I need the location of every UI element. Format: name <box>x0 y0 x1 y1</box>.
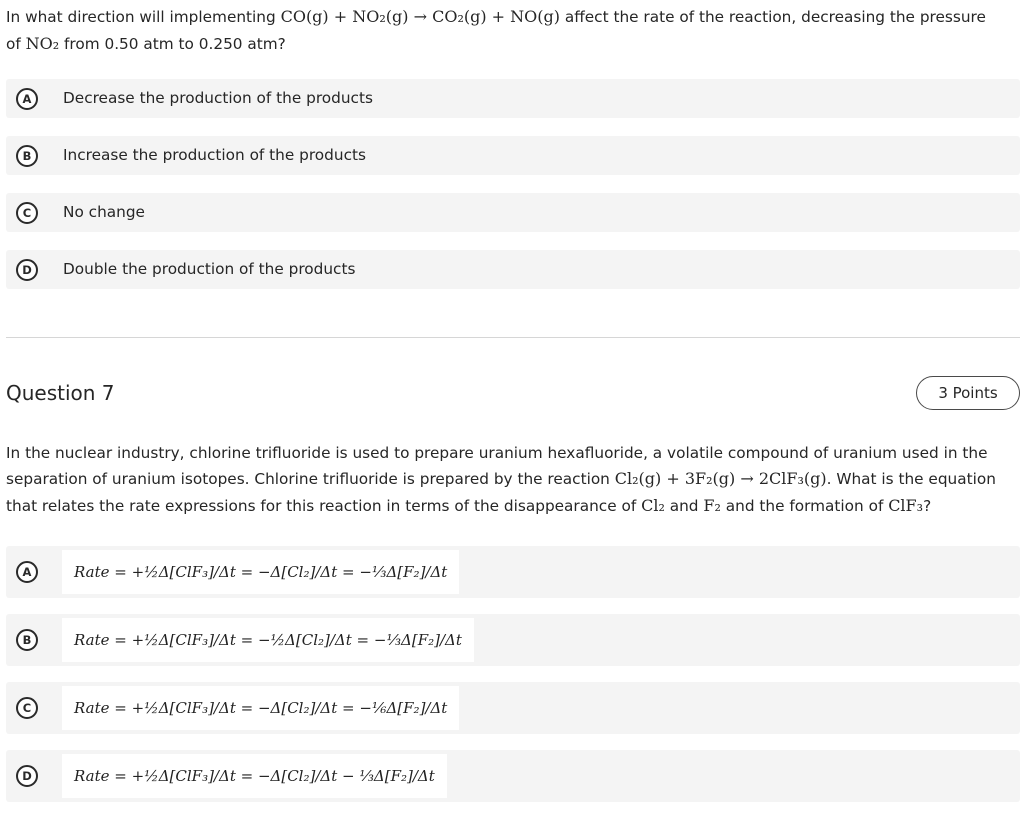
option-label: Double the production of the products <box>63 260 356 278</box>
question-text-segment: . What is the equation <box>826 470 996 488</box>
option-label: Increase the production of the products <box>63 146 366 164</box>
equation-box <box>62 754 447 798</box>
option-letter-badge: A <box>16 88 38 110</box>
question-text-segment: from 0.50 atm to 0.250 atm? <box>59 35 286 53</box>
question-6-text-line2 <box>6 31 1016 57</box>
species-formula: Cl₂ <box>641 496 665 515</box>
option-label: No change <box>63 203 145 221</box>
points-badge: 3 Points <box>916 376 1020 410</box>
question-text-segment: separation of uranium isotopes. Chlorine trifluoride is prepared by the reaction <box>6 470 615 488</box>
question-text-segment: and <box>664 497 704 515</box>
rate-equation: Rate = +½Δ[ClF₃]/Δt = −½Δ[Cl₂]/Δt = −⅓Δ[F₂]/Δt <box>74 631 462 649</box>
option-c[interactable] <box>6 682 1020 734</box>
option-letter-badge: C <box>16 202 38 224</box>
rate-equation: Rate = +½Δ[ClF₃]/Δt = −Δ[Cl₂]/Δt = −⅙Δ[F₂]/Δt <box>74 699 448 717</box>
species-formula: ClF₃ <box>888 496 924 515</box>
option-letter-badge: A <box>16 561 38 583</box>
option-c[interactable] <box>6 193 1020 232</box>
option-b[interactable] <box>6 614 1020 666</box>
species-formula: NO₂ <box>25 34 60 53</box>
option-a[interactable] <box>6 546 1020 598</box>
option-a[interactable] <box>6 79 1020 118</box>
question-text-segment: affect the rate of the reaction, decreasing the pressure <box>560 8 986 26</box>
option-letter-badge: B <box>16 145 38 167</box>
question-text-segment: In what direction will implementing <box>6 8 281 26</box>
rate-equation: Rate = +½Δ[ClF₃]/Δt = −Δ[Cl₂]/Δt = −⅓Δ[F₂]/Δt <box>74 563 448 581</box>
option-b[interactable] <box>6 136 1020 175</box>
option-letter-badge: B <box>16 629 38 651</box>
option-letter-badge: D <box>16 259 38 281</box>
option-letter-badge: C <box>16 697 38 719</box>
question-7-text-line2 <box>6 466 1016 492</box>
rate-equation: Rate = +½Δ[ClF₃]/Δt = −Δ[Cl₂]/Δt − ⅓Δ[F₂]/Δt <box>74 767 435 785</box>
question-7-text-line1: In the nuclear industry, chlorine trifluoride is used to prepare uranium hexafluoride, a volatile compound of uranium used in the <box>6 444 988 462</box>
reaction-equation: CO(g) + NO₂(g) → CO₂(g) + NO(g) <box>280 7 560 26</box>
option-label: Decrease the production of the products <box>63 89 373 107</box>
option-d[interactable] <box>6 750 1020 802</box>
reaction-equation: Cl₂(g) + 3F₂(g) → 2ClF₃(g) <box>614 469 827 488</box>
question-text-segment: ? <box>923 497 932 515</box>
question-text-segment: and the formation of <box>720 497 889 515</box>
equation-box <box>62 550 459 594</box>
question-text-segment: that relates the rate expressions for this reaction in terms of the disappearance of <box>6 497 642 515</box>
question-6-text <box>6 4 1016 30</box>
question-text-segment: of <box>6 35 26 53</box>
question-title: Question 7 <box>6 381 115 405</box>
option-letter-badge: D <box>16 765 38 787</box>
species-formula: F₂ <box>703 496 721 515</box>
question-7-text-line3 <box>6 493 1016 519</box>
section-divider <box>6 337 1020 338</box>
option-d[interactable] <box>6 250 1020 289</box>
equation-box <box>62 686 459 730</box>
equation-box <box>62 618 474 662</box>
